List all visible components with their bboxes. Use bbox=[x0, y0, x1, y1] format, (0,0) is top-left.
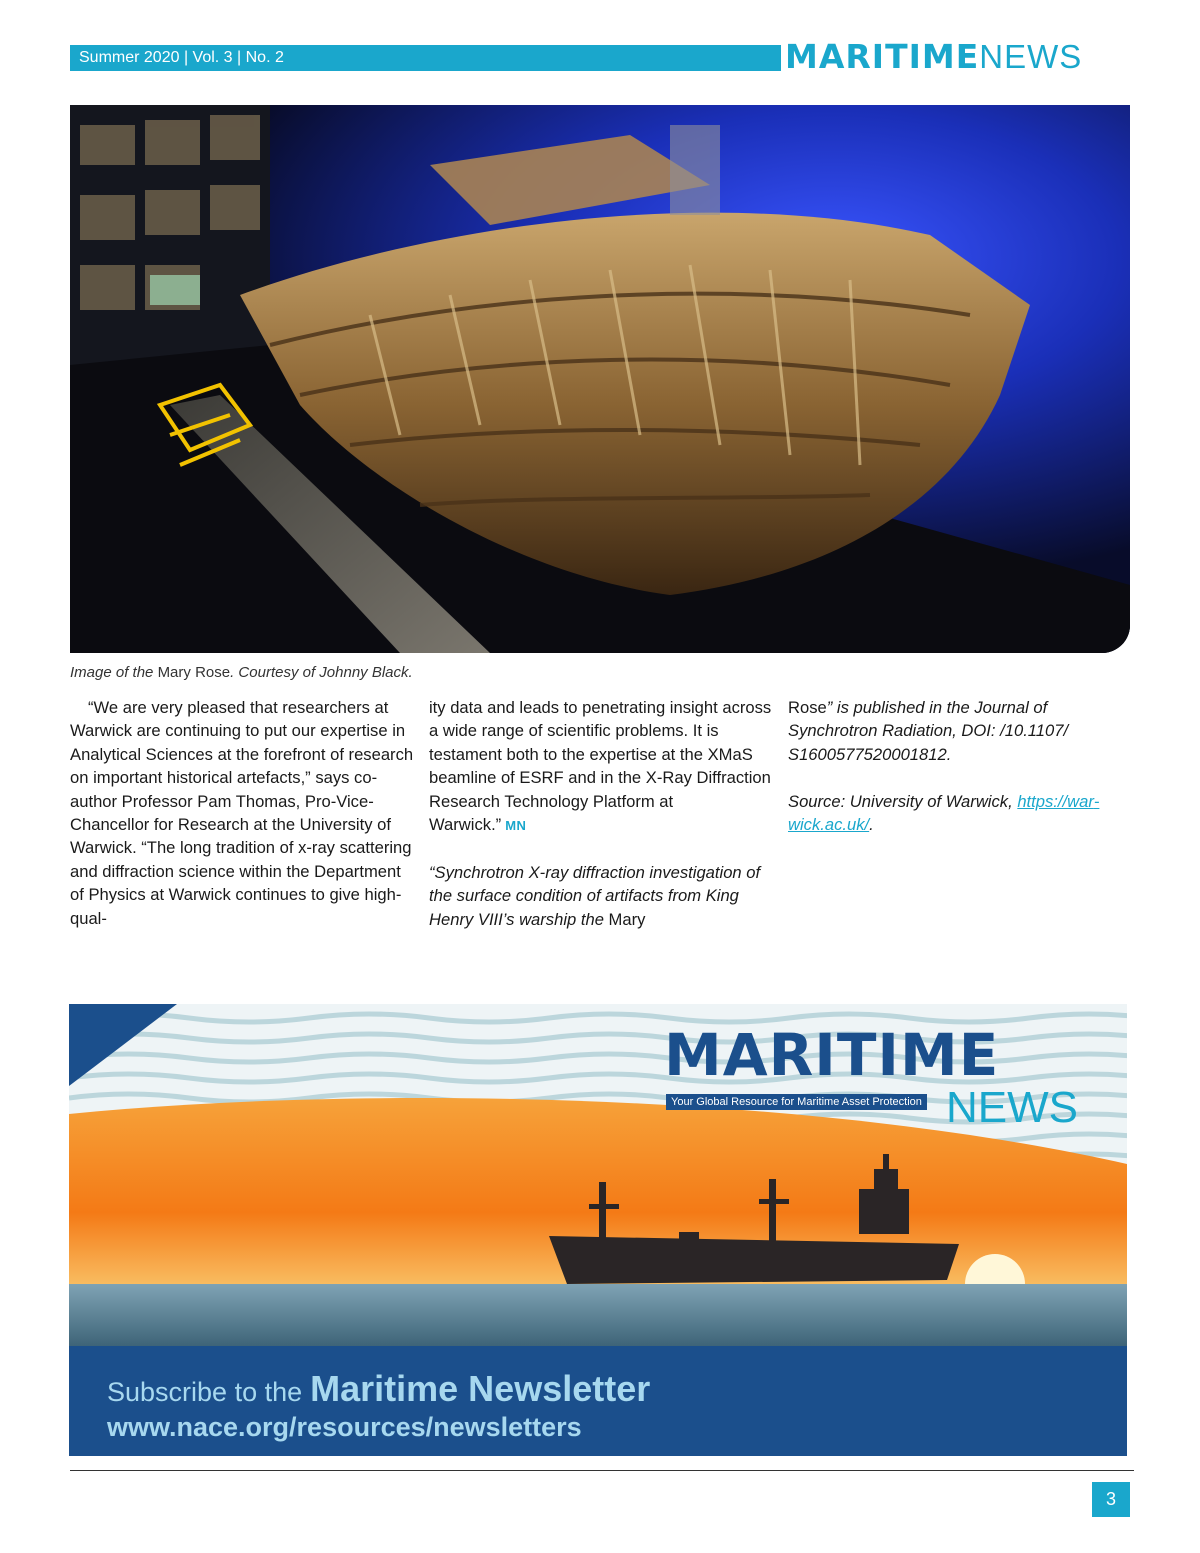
page-number: 3 bbox=[1092, 1482, 1130, 1517]
ad-logo bbox=[664, 1022, 1104, 1132]
quote-continuation: ity data and leads to penetrating insight across a wide range of scientific problems. It is testament both to the expertise at the XMaS beamline of ESRF and in the X-Ray Diffraction Research Technology Platform at Warwick.” bbox=[429, 698, 772, 835]
citation-journal: ” is published in the Journal of Synchrotron Radiation, DOI: /10.1107/ S1600577520001812. bbox=[788, 698, 1069, 764]
article-column-3 bbox=[788, 696, 1133, 836]
ad-subscribe-band[interactable] bbox=[69, 1346, 1127, 1456]
newsletter-ad[interactable] bbox=[69, 1004, 1127, 1456]
subscribe-prefix: Subscribe to the bbox=[107, 1377, 303, 1407]
header-divider bbox=[776, 45, 781, 71]
caption-ship-name: Mary Rose bbox=[157, 664, 231, 681]
article-paragraph bbox=[429, 696, 774, 837]
source-label: Source: University of Warwick, bbox=[788, 791, 1018, 811]
footer-rule bbox=[70, 1470, 1134, 1471]
issue-banner bbox=[70, 45, 776, 71]
ad-logo-news: NEWS bbox=[946, 1083, 1078, 1132]
ship-hull-illustration bbox=[70, 105, 1130, 653]
article-column-1 bbox=[70, 696, 415, 930]
quote-paragraph: “We are very pleased that researchers at Warwick are continuing to put our expertise in Analytical Sciences at the forefront of research on important historical artefacts,” says co-author Professor Pam Thomas, Pro-Vice-Chancellor for Research at the University of Warwick. “The long tradition of x-ray scattering and diffraction science within the Department of Physics at Warwick continues to give high-qual- bbox=[70, 698, 414, 928]
source-end: . bbox=[869, 815, 874, 835]
end-mark-icon: MN bbox=[505, 818, 527, 834]
source-paragraph bbox=[788, 790, 1133, 837]
citation-ship-name-a: Mary bbox=[608, 909, 646, 929]
caption-credit: . Courtesy of Johnny Black. bbox=[230, 664, 413, 681]
subscribe-url-link[interactable]: www.nace.org/resources/newsletters bbox=[107, 1412, 582, 1442]
masthead-light: NEWS bbox=[979, 38, 1083, 75]
ad-tagline: Your Global Resource for Maritime Asset Protection bbox=[666, 1094, 927, 1110]
masthead-bold: MARITIME bbox=[785, 37, 980, 76]
hero-image bbox=[70, 105, 1130, 653]
ad-logo-main: MARITIME bbox=[664, 1021, 1000, 1089]
citation-text: “Synchrotron X-ray diffraction investigation of the surface condition of artifacts from King Henry VIII’s warship the bbox=[429, 862, 761, 929]
article-column-2 bbox=[429, 696, 774, 931]
citation-paragraph-cont bbox=[788, 696, 1133, 766]
citation-paragraph bbox=[429, 861, 774, 931]
masthead-logo bbox=[785, 38, 1082, 76]
subscribe-newsletter-name: Maritime Newsletter bbox=[310, 1368, 651, 1409]
source-link[interactable]: https://warwick.ac.uk/ bbox=[788, 791, 1100, 835]
article-paragraph bbox=[70, 696, 415, 930]
caption-prefix: Image of the bbox=[70, 664, 158, 681]
subscribe-line bbox=[107, 1368, 650, 1410]
citation-ship-name-b: Rose bbox=[788, 698, 827, 717]
issue-label: Summer 2020 | Vol. 3 | No. 2 bbox=[79, 49, 284, 66]
image-caption bbox=[70, 664, 413, 681]
